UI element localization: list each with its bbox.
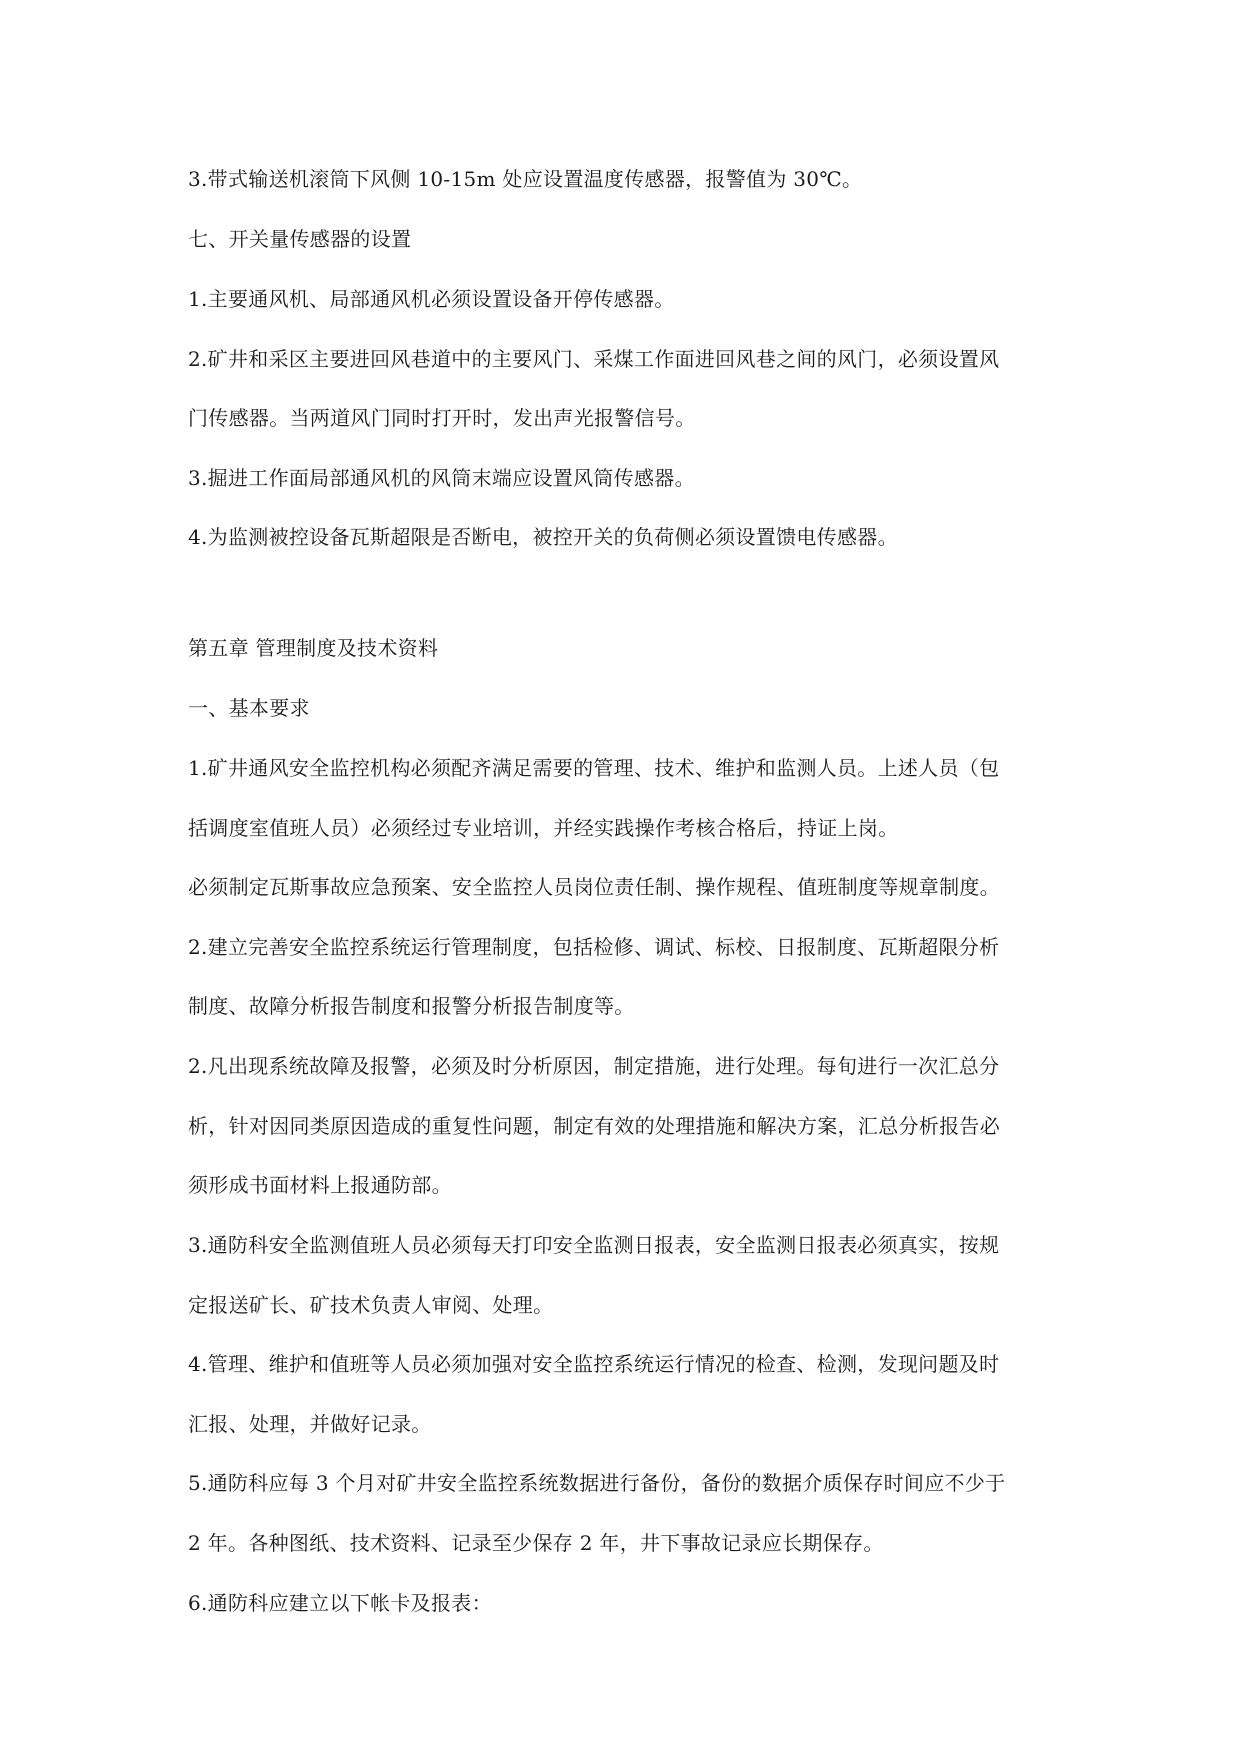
section-heading: 一、基本要求 xyxy=(188,696,310,720)
paragraph-line: 4.管理、维护和值班等人员必须加强对安全监控系统运行情况的检查、检测，发现问题及时 xyxy=(188,1352,1000,1376)
section-heading: 七、开关量传感器的设置 xyxy=(188,227,412,251)
paragraph-line: 汇报、处理，并做好记录。 xyxy=(188,1412,432,1436)
paragraph-line: 3.通防科安全监测值班人员必须每天打印安全监测日报表，安全监测日报表必须真实，按规 xyxy=(188,1233,1000,1257)
paragraph-line: 制度、故障分析报告制度和报警分析报告制度等。 xyxy=(188,994,635,1018)
paragraph-line: 定报送矿长、矿技术负责人审阅、处理。 xyxy=(188,1293,554,1317)
paragraph-line: 析，针对因同类原因造成的重复性问题，制定有效的处理措施和解决方案，汇总分析报告必 xyxy=(188,1114,1000,1138)
paragraph-line: 必须制定瓦斯事故应急预案、安全监控人员岗位责任制、操作规程、值班制度等规章制度。 xyxy=(188,875,1000,899)
chapter-heading: 第五章 管理制度及技术资料 xyxy=(188,636,439,660)
paragraph-line: 4.为监测被控设备瓦斯超限是否断电，被控开关的负荷侧必须设置馈电传感器。 xyxy=(188,525,898,549)
paragraph-line: 3.掘进工作面局部通风机的风筒末端应设置风筒传感器。 xyxy=(188,466,695,490)
paragraph-line: 门传感器。当两道风门同时打开时，发出声光报警信号。 xyxy=(188,406,696,430)
paragraph-line: 2.建立完善安全监控系统运行管理制度，包括检修、调试、标校、日报制度、瓦斯超限分析 xyxy=(188,935,1000,959)
paragraph-line: 括调度室值班人员）必须经过专业培训，并经实践操作考核合格后，持证上岗。 xyxy=(188,816,899,840)
paragraph-line: 2.矿井和采区主要进回风巷道中的主要风门、采煤工作面进回风巷之间的风门，必须设置风 xyxy=(188,347,1000,371)
paragraph-line: 3.带式输送机滚筒下风侧 10-15m 处应设置温度传感器，报警值为 30℃。 xyxy=(188,167,863,191)
paragraph-line: 1.矿井通风安全监控机构必须配齐满足需要的管理、技术、维护和监测人员。上述人员（包 xyxy=(188,756,1000,780)
paragraph-line: 6.通防科应建立以下帐卡及报表： xyxy=(188,1591,492,1615)
paragraph-line: 5.通防科应每 3 个月对矿井安全监控系统数据进行备份，备份的数据介质保存时间应不少于 xyxy=(188,1471,1006,1495)
paragraph-line: 1.主要通风机、局部通风机必须设置设备开停传感器。 xyxy=(188,287,675,311)
paragraph-line: 须形成书面材料上报通防部。 xyxy=(188,1173,452,1197)
paragraph-line: 2.凡出现系统故障及报警，必须及时分析原因，制定措施，进行处理。每旬进行一次汇总分 xyxy=(188,1054,1000,1078)
paragraph-line: 2 年。各种图纸、技术资料、记录至少保存 2 年，井下事故记录应长期保存。 xyxy=(188,1531,884,1555)
